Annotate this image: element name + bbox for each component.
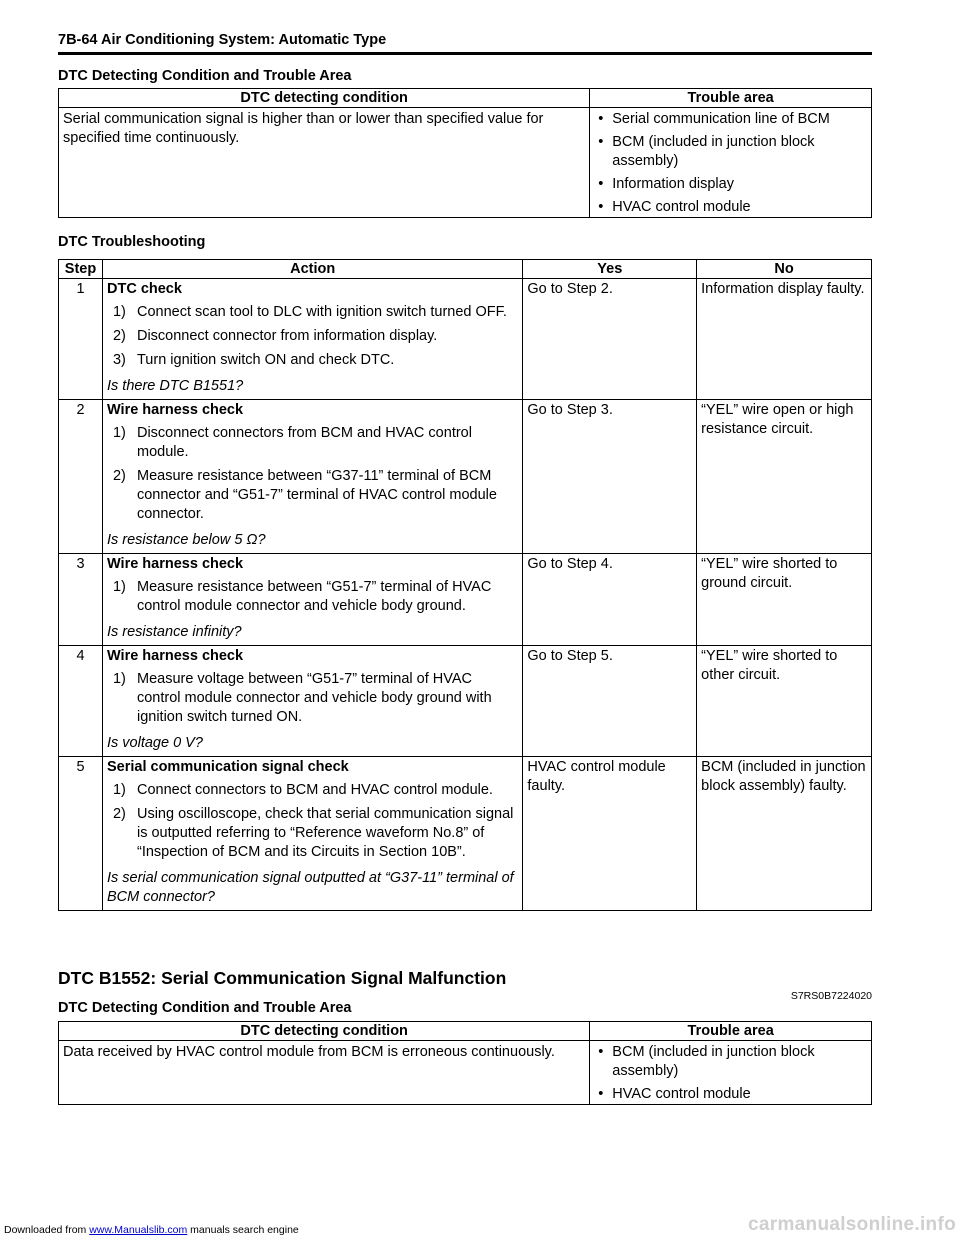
trouble-area-item: • HVAC control module [594,1085,867,1104]
yes-cell: HVAC control module faulty. [523,757,697,911]
action-substep: 1) Measure resistance between “G51-7” terminal of HVAC control module connector and vehicle body ground. [112,579,492,614]
download-footer: Downloaded from www.Manualslib.com manuals search engine [4,1224,299,1236]
trouble-area-cell [590,108,872,218]
step-row [59,279,872,400]
step-number: 3 [59,554,103,646]
col-header-no: No [697,260,872,279]
col-header-condition: DTC detecting condition [59,1022,590,1041]
section-title-troubleshooting: DTC Troubleshooting [58,234,206,250]
action-cell [102,279,522,400]
action-title: DTC check [106,281,182,297]
action-question: Is resistance below 5 Ω? [106,532,266,548]
yes-cell: Go to Step 4. [523,554,697,646]
yes-cell: Go to Step 2. [523,279,697,400]
condition-cell: Data received by HVAC control module from BCM is erroneous continuously. [59,1041,590,1105]
action-title: Wire harness check [106,556,244,572]
step-number: 4 [59,646,103,757]
trouble-area-cell [590,1041,872,1105]
col-header-condition: DTC detecting condition [59,89,590,108]
trouble-area-item: • Serial communication line of BCM [594,110,867,129]
manualslib-link[interactable]: www.Manualslib.com [89,1224,188,1236]
action-title: Wire harness check [106,648,244,664]
action-substep: 2) Using oscilloscope, check that serial communication signal is outputted referring to “Reference waveform No.8” of “Inspection of BCM and its Circuits in Section 10B”. [112,806,514,860]
action-question: Is there DTC B1551? [106,378,244,394]
action-question: Is voltage 0 V? [106,735,203,751]
trouble-area-item: • BCM (included in junction block assembly) [594,133,867,171]
action-substep: 1) Measure voltage between “G51-7” terminal of HVAC control module connector and vehicle body ground with ignition switch turned ON. [112,671,492,725]
no-cell: Information display faulty. [697,279,872,400]
b1552-detecting-table [58,1021,872,1105]
step-number: 5 [59,757,103,911]
no-cell: “YEL” wire shorted to other circuit. [697,646,872,757]
step-row [59,646,872,757]
action-substep: 2) Disconnect connector from information display. [112,328,438,344]
no-cell: “YEL” wire shorted to ground circuit. [697,554,872,646]
section-title-detecting: DTC Detecting Condition and Trouble Area [58,68,352,84]
step-row [59,554,872,646]
col-header-trouble-area: Trouble area [590,1022,872,1041]
no-cell: “YEL” wire open or high resistance circuit. [697,400,872,554]
action-substep: 1) Disconnect connectors from BCM and HVAC control module. [112,425,472,460]
header-rule [58,52,872,55]
no-cell: BCM (included in junction block assembly) faulty. [697,757,872,911]
detecting-condition-table [58,88,872,218]
trouble-area-item: • BCM (included in junction block assembly) [594,1043,867,1081]
condition-cell: Serial communication signal is higher than or lower than specified value for specified time continuously. [59,108,590,218]
action-title: Serial communication signal check [106,759,349,775]
trouble-area-item: • Information display [594,175,867,194]
action-question: Is serial communication signal outputted at “G37-11” terminal of BCM connector? [106,870,514,905]
watermark: carmanualsonline.info [748,1214,956,1235]
yes-cell: Go to Step 3. [523,400,697,554]
trouble-area-item: • HVAC control module [594,198,867,217]
col-header-trouble-area: Trouble area [590,89,872,108]
step-number: 2 [59,400,103,554]
action-substep: 1) Connect connectors to BCM and HVAC control module. [112,782,493,798]
col-header-yes: Yes [523,260,697,279]
troubleshooting-table [58,259,872,911]
yes-cell: Go to Step 5. [523,646,697,757]
step-row [59,400,872,554]
col-header-action: Action [102,260,522,279]
action-title: Wire harness check [106,402,244,418]
action-cell [102,757,522,911]
action-cell [102,554,522,646]
action-cell [102,400,522,554]
section-title-detecting-b1552: DTC Detecting Condition and Trouble Area [58,1000,352,1016]
col-header-step: Step [59,260,103,279]
step-row [59,757,872,911]
action-question: Is resistance infinity? [106,624,242,640]
page-header: 7B-64 Air Conditioning System: Automatic Type [58,32,387,48]
dtc-b1552-heading: DTC B1552: Serial Communication Signal Malfunction [58,968,507,988]
section-code: S7RS0B7224020 [790,990,872,1002]
action-substep: 2) Measure resistance between “G37-11” terminal of BCM connector and “G51-7” terminal of HVAC control module connector. [112,468,497,522]
action-cell [102,646,522,757]
step-number: 1 [59,279,103,400]
action-substep: 3) Turn ignition switch ON and check DTC. [112,352,395,368]
action-substep: 1) Connect scan tool to DLC with ignition switch turned OFF. [112,304,507,320]
